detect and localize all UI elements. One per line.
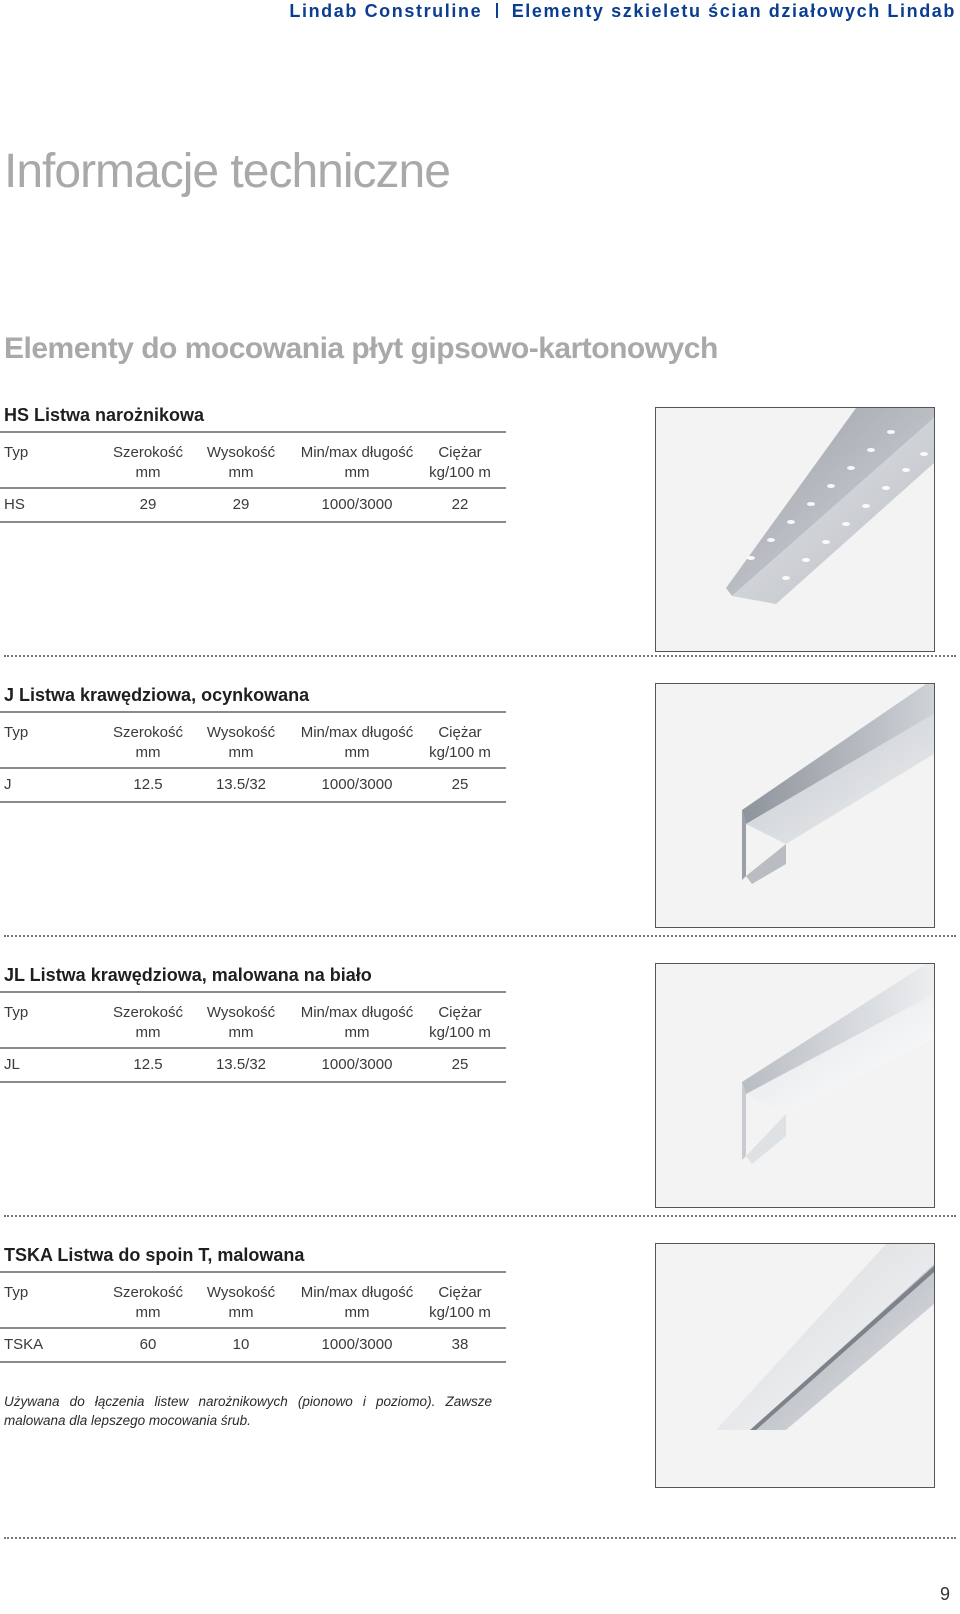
section-title: Elementy do mocowania płyt gipsowo-kartonowych — [4, 332, 718, 365]
spec-table — [0, 711, 506, 816]
unit-wysokosc: mm — [228, 744, 254, 761]
cell-wysokosc: 13.5/32 — [215, 1056, 267, 1073]
spec-table — [0, 431, 506, 536]
table-rule — [0, 767, 506, 769]
unit-ciezar: kg/100 m — [429, 744, 491, 761]
cell-szerokosc: 12.5 — [133, 1056, 163, 1073]
unit-szerokosc: mm — [135, 744, 161, 761]
unit-ciezar: kg/100 m — [429, 1024, 491, 1041]
table-rule — [0, 1361, 506, 1363]
header-ciezar: Ciężar — [438, 1284, 482, 1301]
product-title: TSKA Listwa do spoin T, malowana — [4, 1245, 305, 1265]
header-dlugosc: Min/max długość — [300, 1284, 414, 1301]
cell-ciezar: 38 — [451, 1336, 469, 1353]
unit-wysokosc: mm — [228, 464, 254, 481]
header-dlugosc: Min/max długość — [300, 1004, 414, 1021]
cell-szerokosc: 60 — [139, 1336, 157, 1353]
spec-table — [0, 1271, 506, 1376]
table-rule — [0, 1327, 506, 1329]
header-brand: Lindab Construline — [289, 1, 483, 21]
header-ciezar: Ciężar — [438, 724, 482, 741]
header-ciezar: Ciężar — [438, 1004, 482, 1021]
header-szerokosc: Szerokość — [112, 1004, 184, 1021]
header-typ: Typ — [4, 444, 29, 461]
cell-ciezar: 25 — [451, 776, 469, 793]
cell-wysokosc: 29 — [232, 496, 250, 513]
table-rule — [0, 431, 506, 433]
section-divider — [4, 935, 956, 937]
unit-dlugosc: mm — [344, 744, 370, 761]
product-photo-jl — [655, 963, 935, 1208]
header-typ: Typ — [4, 724, 29, 741]
unit-wysokosc: mm — [228, 1024, 254, 1041]
header-wysokosc: Wysokość — [206, 1284, 276, 1301]
unit-szerokosc: mm — [135, 1024, 161, 1041]
cell-typ: TSKA — [4, 1336, 44, 1353]
header-separator — [496, 3, 498, 18]
header-szerokosc: Szerokość — [112, 724, 184, 741]
unit-szerokosc: mm — [135, 464, 161, 481]
usage-note: Używana do łączenia listew narożnikowych (pionowo i poziomo). Zawsze malowana dla lepszego mocowania śrub. — [4, 1394, 492, 1428]
product-title: JL Listwa krawędziowa, malowana na biało — [4, 965, 372, 985]
header-wysokosc: Wysokość — [206, 444, 276, 461]
cell-typ: HS — [4, 496, 25, 513]
cell-wysokosc: 13.5/32 — [215, 776, 267, 793]
cell-dlugosc: 1000/3000 — [321, 776, 393, 793]
header-wysokosc: Wysokość — [206, 1004, 276, 1021]
table-rule — [0, 801, 506, 803]
spec-table — [0, 991, 506, 1096]
cell-typ: JL — [4, 1056, 20, 1073]
cell-dlugosc: 1000/3000 — [321, 496, 393, 513]
product-photo-hs — [655, 407, 935, 652]
product-photo-tska — [655, 1243, 935, 1488]
unit-dlugosc: mm — [344, 464, 370, 481]
table-rule — [0, 991, 506, 993]
product-title: HS Listwa narożnikowa — [4, 405, 205, 425]
unit-dlugosc: mm — [344, 1304, 370, 1321]
cell-ciezar: 25 — [451, 1056, 469, 1073]
header-chapter: Elementy szkieletu ścian działowych Lindab — [511, 1, 956, 21]
table-rule — [0, 521, 506, 523]
header-wysokosc: Wysokość — [206, 724, 276, 741]
table-rule — [0, 1081, 506, 1083]
cell-dlugosc: 1000/3000 — [321, 1336, 393, 1353]
cell-dlugosc: 1000/3000 — [321, 1056, 393, 1073]
header-ciezar: Ciężar — [438, 444, 482, 461]
cell-typ: J — [4, 776, 12, 793]
table-rule — [0, 487, 506, 489]
running-header — [0, 1, 956, 22]
table-rule — [0, 1271, 506, 1273]
page-number: 9 — [939, 1584, 950, 1604]
section-divider — [4, 1215, 956, 1217]
page-title: Informacje techniczne — [4, 145, 450, 198]
section-divider — [4, 1537, 956, 1539]
unit-dlugosc: mm — [344, 1024, 370, 1041]
cell-szerokosc: 12.5 — [133, 776, 163, 793]
header-typ: Typ — [4, 1004, 29, 1021]
header-szerokosc: Szerokość — [112, 444, 184, 461]
table-rule — [0, 1047, 506, 1049]
header-szerokosc: Szerokość — [112, 1284, 184, 1301]
header-typ: Typ — [4, 1284, 29, 1301]
header-dlugosc: Min/max długość — [300, 724, 414, 741]
header-dlugosc: Min/max długość — [300, 444, 414, 461]
table-rule — [0, 711, 506, 713]
cell-wysokosc: 10 — [232, 1336, 250, 1353]
unit-wysokosc: mm — [228, 1304, 254, 1321]
unit-ciezar: kg/100 m — [429, 464, 491, 481]
product-photo-j — [655, 683, 935, 928]
product-title: J Listwa krawędziowa, ocynkowana — [4, 685, 310, 705]
unit-szerokosc: mm — [135, 1304, 161, 1321]
section-divider — [4, 655, 956, 657]
unit-ciezar: kg/100 m — [429, 1304, 491, 1321]
cell-szerokosc: 29 — [139, 496, 157, 513]
cell-ciezar: 22 — [451, 496, 469, 513]
